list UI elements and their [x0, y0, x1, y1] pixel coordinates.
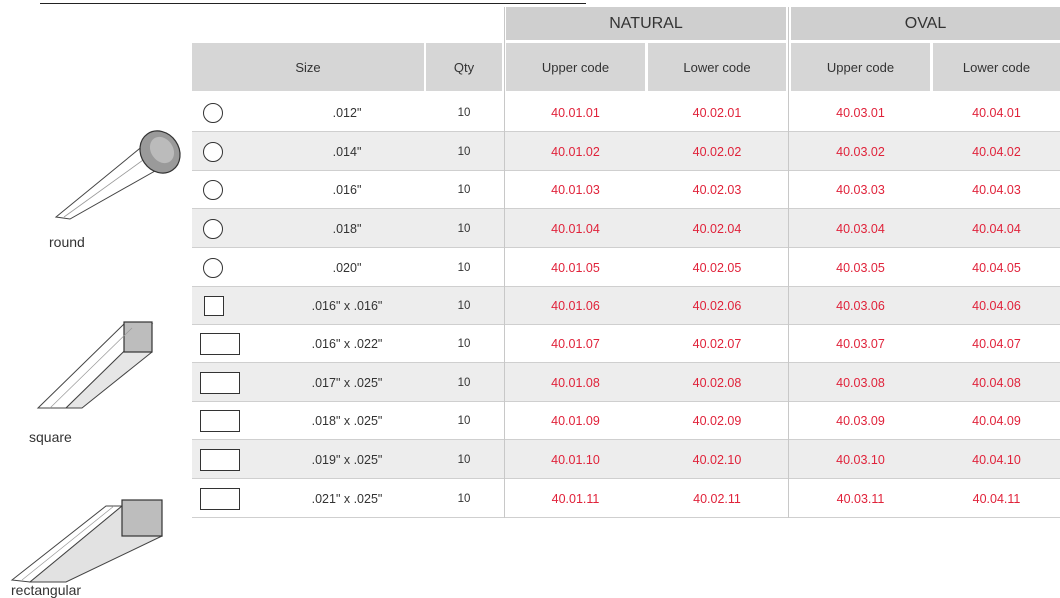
table-row — [192, 93, 1060, 132]
table-row — [192, 209, 1060, 248]
qty-cell: 10 — [457, 184, 471, 196]
qty-cell: 10 — [457, 106, 471, 119]
column-header-qty: Qty — [426, 43, 502, 91]
size-cell: .016" x .022" — [311, 337, 383, 351]
natural-lower-code: 40.02.05 — [692, 260, 742, 275]
shape-label-round: round — [49, 234, 85, 250]
qty-cell: 10 — [457, 338, 471, 350]
natural-upper-code: 40.01.09 — [551, 414, 600, 428]
round-profile-icon — [203, 142, 223, 162]
round-profile-icon — [203, 219, 223, 239]
natural-lower-code: 40.02.01 — [692, 105, 742, 120]
oval-lower-code: 40.04.07 — [972, 337, 1021, 351]
natural-lower-code: 40.02.04 — [692, 221, 742, 236]
oval-upper-code: 40.03.10 — [836, 452, 885, 467]
rectangular-profile-icon — [200, 333, 240, 355]
column-header-oval-upper: Upper code — [791, 43, 930, 91]
round-profile-icon — [203, 180, 223, 200]
group-header-oval: OVAL — [791, 7, 1060, 40]
table-row — [192, 171, 1060, 209]
oval-lower-code: 40.04.11 — [972, 491, 1021, 506]
column-header-natural-upper: Upper code — [506, 43, 645, 91]
size-cell: .018" — [332, 221, 362, 236]
column-header-size: Size — [192, 43, 424, 91]
natural-upper-code: 40.01.07 — [551, 337, 600, 351]
table-row — [192, 440, 1060, 479]
shape-label-rectangular: rectangular — [11, 582, 82, 598]
oval-upper-code: 40.03.03 — [836, 183, 885, 197]
oval-lower-code: 40.04.05 — [972, 260, 1021, 275]
natural-lower-code: 40.02.03 — [692, 183, 742, 197]
qty-cell: 10 — [457, 376, 471, 389]
square-profile-icon — [204, 296, 224, 316]
qty-cell: 10 — [457, 145, 471, 158]
group-header-natural: NATURAL — [506, 7, 786, 40]
size-cell: .012" — [332, 105, 362, 120]
natural-upper-code: 40.01.05 — [551, 260, 600, 275]
square-wire-icon — [36, 312, 166, 410]
top-rule — [40, 3, 586, 4]
table-row — [192, 287, 1060, 325]
natural-upper-code: 40.01.03 — [551, 183, 600, 197]
natural-lower-code: 40.02.06 — [692, 299, 742, 313]
qty-cell: 10 — [457, 261, 471, 274]
natural-upper-code: 40.01.02 — [551, 144, 600, 159]
oval-upper-code: 40.03.01 — [836, 105, 885, 120]
natural-lower-code: 40.02.11 — [693, 491, 741, 506]
table-row — [192, 363, 1060, 402]
oval-lower-code: 40.04.09 — [972, 414, 1021, 428]
natural-upper-code: 40.01.06 — [551, 299, 600, 313]
oval-upper-code: 40.03.06 — [836, 299, 885, 313]
natural-lower-code: 40.02.08 — [692, 375, 742, 390]
oval-lower-code: 40.04.03 — [972, 183, 1021, 197]
size-cell: .018" x .025" — [311, 414, 383, 428]
column-divider — [504, 7, 505, 518]
rectangular-wire-icon — [10, 476, 166, 584]
oval-upper-code: 40.03.04 — [836, 221, 885, 236]
oval-upper-code: 40.03.09 — [836, 414, 885, 428]
oval-upper-code: 40.03.08 — [836, 375, 885, 390]
size-cell: .014" — [332, 144, 362, 159]
oval-lower-code: 40.04.02 — [972, 144, 1021, 159]
qty-cell: 10 — [457, 453, 471, 466]
oval-lower-code: 40.04.10 — [972, 452, 1021, 467]
column-header-oval-lower: Lower code — [933, 43, 1060, 91]
table-row — [192, 402, 1060, 440]
natural-upper-code: 40.01.10 — [551, 452, 600, 467]
oval-lower-code: 40.04.01 — [972, 105, 1021, 120]
column-divider — [788, 7, 789, 518]
qty-cell: 10 — [457, 492, 471, 505]
size-cell: .020" — [332, 260, 362, 275]
natural-upper-code: 40.01.04 — [551, 221, 600, 236]
oval-upper-code: 40.03.11 — [836, 491, 885, 506]
size-cell: .021" x .025" — [311, 491, 383, 506]
rectangular-profile-icon — [200, 488, 240, 510]
column-header-natural-lower: Lower code — [648, 43, 786, 91]
natural-upper-code: 40.01.08 — [551, 375, 600, 390]
natural-upper-code: 40.01.11 — [551, 491, 600, 506]
natural-lower-code: 40.02.10 — [692, 452, 742, 467]
natural-upper-code: 40.01.01 — [551, 105, 600, 120]
table-row — [192, 479, 1060, 518]
natural-lower-code: 40.02.07 — [692, 337, 742, 351]
row-divider — [192, 517, 1060, 518]
table-row — [192, 132, 1060, 171]
table-row — [192, 248, 1060, 287]
oval-lower-code: 40.04.04 — [972, 221, 1021, 236]
qty-cell: 10 — [457, 415, 471, 427]
size-cell: .019" x .025" — [311, 452, 383, 467]
round-profile-icon — [203, 258, 223, 278]
oval-upper-code: 40.03.07 — [836, 337, 885, 351]
round-wire-icon — [50, 125, 190, 220]
natural-lower-code: 40.02.02 — [692, 144, 742, 159]
oval-lower-code: 40.04.06 — [972, 299, 1021, 313]
oval-upper-code: 40.03.05 — [836, 260, 885, 275]
table-row — [192, 325, 1060, 363]
rectangular-profile-icon — [200, 372, 240, 394]
oval-lower-code: 40.04.08 — [972, 375, 1021, 390]
oval-upper-code: 40.03.02 — [836, 144, 885, 159]
qty-cell: 10 — [457, 300, 471, 312]
qty-cell: 10 — [457, 222, 471, 235]
rectangular-profile-icon — [200, 449, 240, 471]
size-cell: .016" — [332, 183, 362, 197]
rectangular-profile-icon — [200, 410, 240, 432]
size-cell: .017" x .025" — [311, 375, 383, 390]
shape-label-square: square — [29, 429, 72, 445]
round-profile-icon — [203, 103, 223, 123]
natural-lower-code: 40.02.09 — [692, 414, 742, 428]
size-cell: .016" x .016" — [311, 299, 383, 313]
